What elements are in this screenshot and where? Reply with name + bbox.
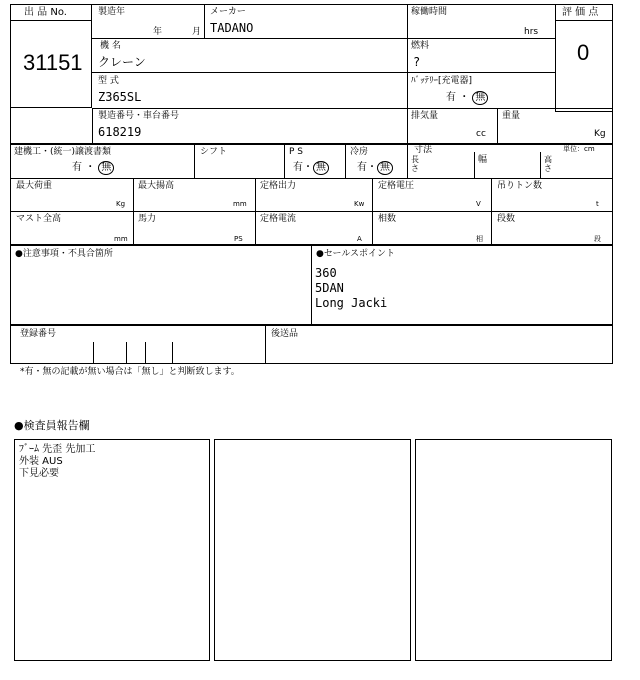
battery-choice: [446, 91, 488, 105]
cooling-choice: [357, 161, 393, 175]
mast-height-label: マスト全高: [16, 214, 62, 224]
model-name-label: 機 名: [100, 41, 121, 51]
inspector-note-line: 外装 AUS: [19, 456, 63, 467]
shipping-label: 後送品: [271, 329, 299, 339]
maker-label: メーカー: [210, 7, 246, 17]
transfer-doc-choice: [72, 161, 114, 175]
month-suffix: 月: [192, 27, 202, 37]
max-load-label: 最大荷重: [16, 181, 53, 191]
rating-label: 評 価 点: [562, 7, 599, 18]
rated-voltage-unit: V: [476, 200, 481, 208]
transfer-doc-yes: 有: [72, 162, 82, 173]
horsepower-label: 馬力: [138, 214, 157, 224]
displacement-unit: cc: [476, 129, 486, 139]
rated-current-label: 定格電流: [260, 214, 297, 224]
sales-point-line: Long Jacki: [315, 296, 388, 310]
ps-dot: ・: [303, 162, 313, 173]
stages-unit: 段: [594, 235, 601, 243]
stages-label: 段数: [497, 214, 516, 224]
lift-tons-unit: t: [596, 200, 599, 208]
fuel-value: ?: [413, 55, 421, 69]
spec-block-frame: [10, 144, 613, 245]
fuel-label: 燃料: [411, 41, 430, 51]
dims-unit-note: 単位：cm: [563, 145, 595, 153]
dims-width: 幅: [478, 155, 488, 165]
rating-value: 0: [577, 40, 590, 65]
serial-value: 618219: [98, 125, 142, 139]
registration-block-frame: [10, 325, 613, 364]
top-block-frame: [10, 4, 613, 144]
cooling-label: 冷房: [350, 147, 369, 157]
displacement-label: 排気量: [411, 111, 439, 121]
inspector-notes: [19, 444, 95, 480]
max-lift-unit: mm: [233, 200, 247, 208]
cooling-yes: 有: [357, 162, 367, 173]
inspector-box-2: [214, 439, 411, 661]
rated-current-unit: A: [357, 235, 362, 243]
ps-choice: [293, 161, 329, 175]
hours-unit: hrs: [524, 27, 539, 37]
model-type-label: 型 式: [98, 76, 119, 86]
listing-no-label: 出 品 No.: [24, 7, 67, 18]
sales-points-list: [315, 266, 387, 311]
weight-unit: Kg: [594, 129, 606, 139]
sales-point-line: 5DAN: [315, 281, 344, 295]
battery-no-circled: 無: [472, 91, 488, 105]
hours-label: 稼働時間: [411, 7, 448, 17]
weight-label: 重量: [502, 111, 521, 121]
rated-voltage-label: 定格電圧: [378, 181, 415, 191]
transfer-doc-dot: ・: [85, 162, 96, 173]
cooling-no-circled: 無: [377, 161, 393, 175]
shift-label: シフト: [200, 147, 228, 157]
dims-length: 長 さ: [411, 155, 419, 173]
max-lift-label: 最大揚高: [138, 181, 175, 191]
dims-height: 高 さ: [544, 155, 552, 173]
battery-yes: 有: [446, 92, 456, 103]
ps-label: P S: [289, 147, 304, 157]
phases-unit: 相: [476, 235, 483, 243]
year-label: 製造年: [98, 7, 126, 17]
registration-label: 登録番号: [20, 329, 57, 339]
horsepower-unit: PS: [234, 235, 243, 243]
inspector-note-line: 下見必要: [19, 468, 59, 479]
footnote: *有・無の記載が無い場合は「無し」と判断致します。: [20, 367, 240, 377]
rated-output-unit: Kw: [354, 200, 365, 208]
rated-output-label: 定格出力: [260, 181, 297, 191]
battery-dot: ・: [459, 92, 470, 103]
mast-height-unit: mm: [114, 235, 128, 243]
battery-label: ﾊﾞｯﾃﾘｰ[充電器]: [411, 76, 473, 86]
notes-label: ●注意事項・不具合箇所: [15, 249, 113, 259]
inspector-box-3: [415, 439, 612, 661]
max-load-unit: Kg: [116, 200, 126, 208]
ps-no-circled: 無: [313, 161, 329, 175]
model-type-value: Z365SL: [98, 90, 142, 104]
transfer-doc-label: 建機工・(統一)譲渡書類: [14, 147, 112, 157]
inspector-title: ●検査員報告欄: [14, 419, 90, 432]
serial-label: 製造番号・車台番号: [98, 111, 180, 121]
year-suffix: 年: [153, 27, 163, 37]
lift-tons-label: 吊りトン数: [497, 181, 543, 191]
phases-label: 相数: [378, 214, 397, 224]
sales-point-line: 360: [315, 266, 337, 280]
maker-value: TADANO: [210, 21, 254, 35]
inspector-note-line: ﾌﾞｰﾑ 先歪 先加工: [19, 444, 96, 455]
listing-no-value: 31151: [23, 50, 83, 75]
dims-label: 寸法: [414, 145, 433, 155]
ps-yes: 有: [293, 162, 303, 173]
model-name-value: クレーン: [98, 55, 146, 69]
cooling-dot: ・: [367, 162, 377, 173]
sales-points-label: ●セールスポイント: [316, 249, 396, 259]
transfer-doc-no-circled: 無: [98, 161, 114, 175]
